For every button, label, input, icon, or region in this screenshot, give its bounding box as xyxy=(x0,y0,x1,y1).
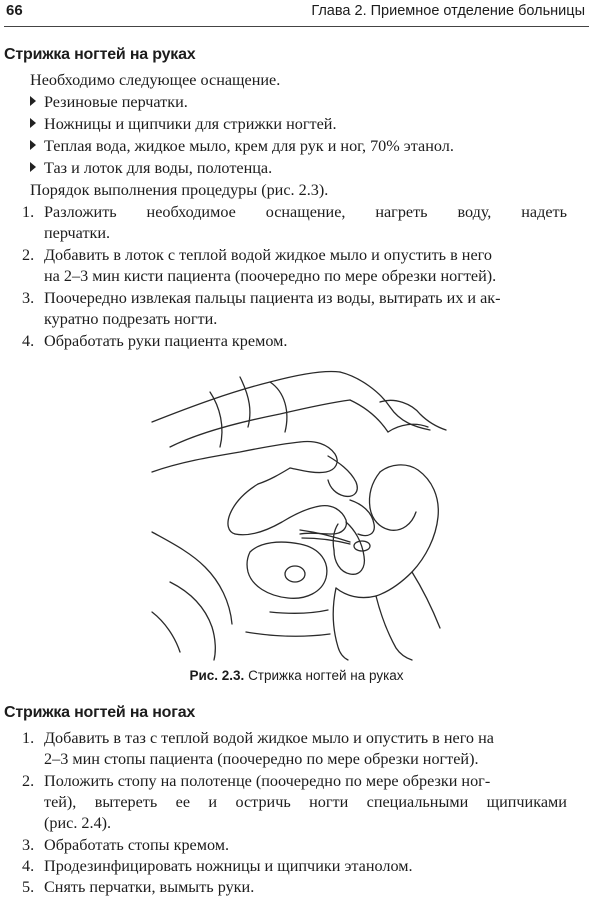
step-text-line: тей), вытереть ее и остричь ногти специальными щипчиками xyxy=(44,793,567,811)
step-number: 4. xyxy=(22,857,35,875)
step-text-line: куратно подрезать ногти. xyxy=(44,310,218,328)
step-number: 4. xyxy=(22,332,35,350)
step-number: 5. xyxy=(22,878,35,896)
page-number: 66 xyxy=(6,2,23,19)
step-text-line: Положить стопу на полотенце (поочередно по мере обрезки ног- xyxy=(44,772,491,790)
step-text-line: Разложить необходимое оснащение, нагреть воду, надеть xyxy=(44,203,567,221)
step-text-line: (рис. 2.4). xyxy=(44,814,112,832)
step-text-line: Обработать руки пациента кремом. xyxy=(44,332,288,350)
step-text-line: Добавить в лоток с теплой водой жидкое мыло и опустить в него xyxy=(44,246,492,264)
step-text-line: Продезинфицировать ножницы и щипчики этанолом. xyxy=(44,857,413,875)
bullet-triangle-icon xyxy=(30,96,36,106)
figure-label: Рис. 2.3. xyxy=(189,668,245,683)
bullet-triangle-icon xyxy=(30,162,36,172)
list-item: Резиновые перчатки. xyxy=(30,92,188,112)
figure-caption-text: Стрижка ногтей на руках xyxy=(248,668,404,683)
equipment-intro: Необходимо следующее оснащение. xyxy=(30,71,281,89)
section-title-feet: Стрижка ногтей на ногах xyxy=(4,704,196,721)
hand-nail-trimming-illustration xyxy=(150,352,448,662)
procedure-intro: Порядок выполнения процедуры (рис. 2.3). xyxy=(30,181,329,199)
page-header xyxy=(4,0,589,27)
list-item: Теплая вода, жидкое мыло, крем для рук и ног, 70% этанол. xyxy=(30,136,454,156)
bullet-triangle-icon xyxy=(30,140,36,150)
step-number: 3. xyxy=(22,836,35,854)
list-item: Ножницы и щипчики для стрижки ногтей. xyxy=(30,114,337,134)
list-item: Таз и лоток для воды, полотенца. xyxy=(30,158,272,178)
step-text-line: Снять перчатки, вымыть руки. xyxy=(44,878,255,896)
step-text-line: Поочередно извлекая пальцы пациента из воды, вытирать их и ак- xyxy=(44,289,501,307)
section-title-hands: Стрижка ногтей на руках xyxy=(4,46,196,63)
step-text-line: Обработать стопы кремом. xyxy=(44,836,230,854)
step-number: 3. xyxy=(22,289,35,307)
step-number: 1. xyxy=(22,203,35,221)
running-head: Глава 2. Приемное отделение больницы xyxy=(311,3,585,19)
step-number: 2. xyxy=(22,772,35,790)
step-number: 1. xyxy=(22,729,35,747)
bullet-triangle-icon xyxy=(30,118,36,128)
step-text-line: 2–3 мин стопы пациента (поочередно по мере обрезки ногтей). xyxy=(44,750,479,768)
step-text-line: на 2–3 мин кисти пациента (поочередно по мере обрезки ногтей). xyxy=(44,267,497,285)
step-number: 2. xyxy=(22,246,35,264)
step-text-line: перчатки. xyxy=(44,224,111,242)
step-text-line: Добавить в таз с теплой водой жидкое мыло и опустить в него на xyxy=(44,729,494,747)
figure-caption xyxy=(0,668,593,683)
